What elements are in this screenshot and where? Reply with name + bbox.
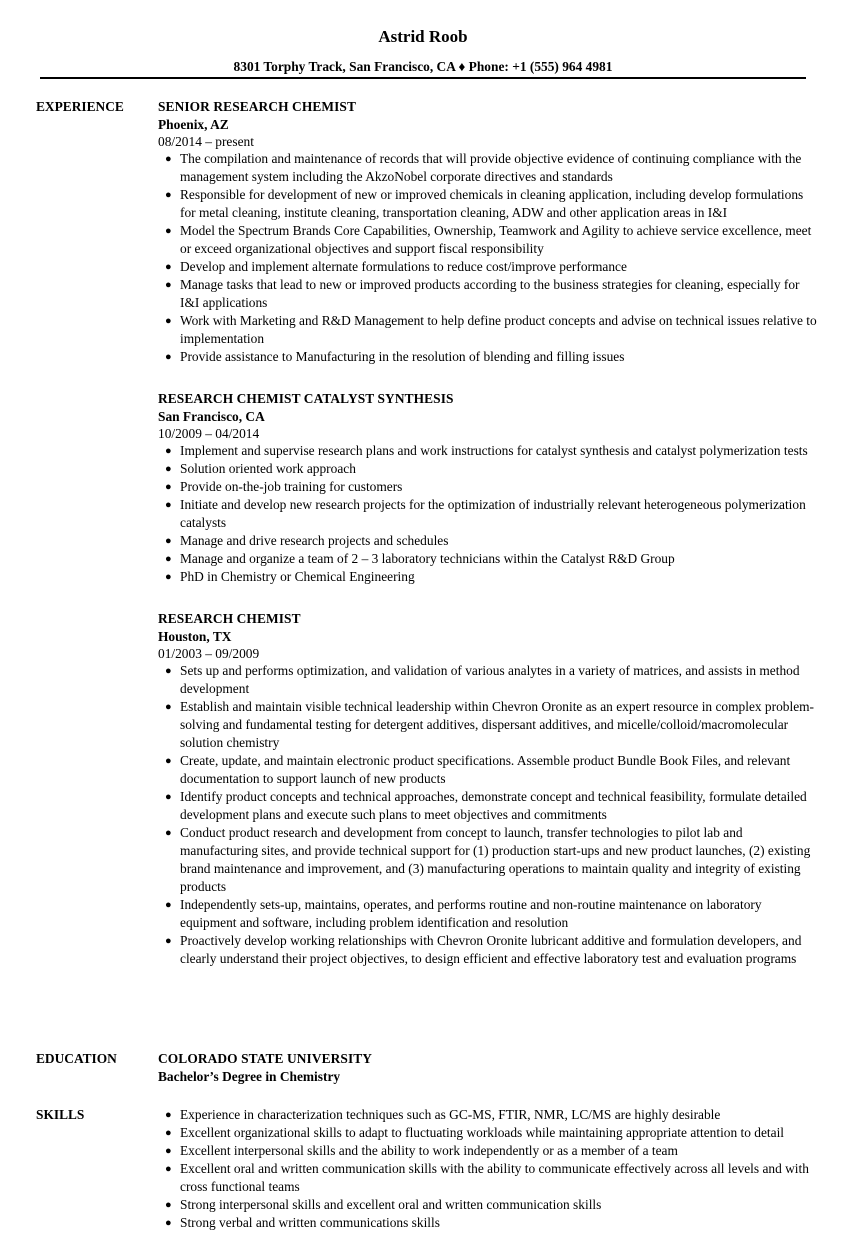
bullet-icon: ● <box>165 1127 172 1139</box>
job-title: RESEARCH CHEMIST CATALYST SYNTHESIS <box>158 391 454 406</box>
bullet-icon: ● <box>165 1145 172 1157</box>
bullet-text: Conduct product research and development from concept to launch, transfer technologies to pilot lab and manufacturing sites, and provide technical support for (1) production start-ups and new product launches, (2) existing brand maintenance and improvement, and (3) manufacturing operations to maintain quality and integrity of existing products <box>180 825 811 894</box>
bullet-text: Excellent interpersonal skills and the ability to work independently or as a member of a team <box>180 1143 678 1158</box>
list-item <box>158 186 818 222</box>
bullet-icon: ● <box>165 445 172 457</box>
job-title: SENIOR RESEARCH CHEMIST <box>158 99 356 114</box>
bullet-text: Sets up and performs optimization, and validation of various analytes in a variety of matrices, and assists in method development <box>180 663 800 696</box>
list-item <box>158 1196 818 1214</box>
bullet-icon: ● <box>165 791 172 803</box>
bullet-icon: ● <box>165 701 172 713</box>
bullet-text: Identify product concepts and technical approaches, demonstrate concept and technical feasibility, formulate detailed development plans and execute such plans to meet objectives and commitments <box>180 789 807 822</box>
bullet-icon: ● <box>165 279 172 291</box>
job-entry <box>158 98 818 366</box>
bullet-text: Initiate and develop new research projects for the optimization of industrially relevant heterogeneous polymerization catalysts <box>180 497 806 530</box>
experience-body <box>158 98 818 968</box>
job-dates: 08/2014 – present <box>158 134 254 149</box>
list-item <box>158 896 818 932</box>
bullet-text: Implement and supervise research plans and work instructions for catalyst synthesis and catalyst polymerization tests <box>180 443 808 458</box>
bullet-text: Proactively develop working relationships with Chevron Oronite lubricant additive and formulation developers, and clearly understand their project objectives, to design efficient and effective laboratory test and evaluation programs <box>180 933 802 966</box>
bullet-icon: ● <box>165 665 172 677</box>
bullet-icon: ● <box>165 1217 172 1229</box>
bullet-icon: ● <box>165 463 172 475</box>
list-item <box>158 442 818 460</box>
list-item <box>158 1124 818 1142</box>
bullet-icon: ● <box>165 935 172 947</box>
header-divider <box>40 77 806 79</box>
bullet-icon: ● <box>165 351 172 363</box>
bullet-icon: ● <box>165 827 172 839</box>
skills-bullets <box>158 1106 818 1232</box>
list-item <box>158 1106 818 1124</box>
bullet-text: Develop and implement alternate formulations to reduce cost/improve performance <box>180 259 627 274</box>
list-item <box>158 698 818 752</box>
list-item <box>158 276 818 312</box>
bullet-text: Excellent oral and written communication skills with the ability to communicate effectively across all levels and with cross functional teams <box>180 1161 809 1194</box>
bullet-icon: ● <box>165 571 172 583</box>
job-location: Phoenix, AZ <box>158 117 229 132</box>
candidate-name: Astrid Roob <box>378 27 468 46</box>
bullet-text: Responsible for development of new or improved chemicals in cleaning application, including develop formulations for metal cleaning, institute cleaning, transportation cleaning, ADW and other application areas in I&I <box>180 187 804 220</box>
bullet-text: Model the Spectrum Brands Core Capabilities, Ownership, Teamwork and Agility to achieve service excellence, meet or exceed organizational objectives and support fiscal responsibility <box>180 223 812 256</box>
bullet-text: Provide on-the-job training for customers <box>180 479 403 494</box>
bullet-icon: ● <box>165 261 172 273</box>
job-dates: 10/2009 – 04/2014 <box>158 426 260 441</box>
list-item <box>158 568 818 586</box>
bullet-text: Excellent organizational skills to adapt to fluctuating workloads while maintaining appropriate attention to detail <box>180 1125 785 1140</box>
list-item <box>158 788 818 824</box>
bullet-icon: ● <box>165 153 172 165</box>
bullet-icon: ● <box>165 225 172 237</box>
bullet-text: Establish and maintain visible technical leadership within Chevron Oronite as an expert resource in complex problem-solving and fundamental testing for detergent additives, dispersant additives, and micelle/colloid/macromolecular solution chemistry <box>180 699 815 750</box>
job-bullets <box>158 442 818 586</box>
section-label-education: EDUCATION <box>36 1051 117 1066</box>
degree: Bachelor’s Degree in Chemistry <box>158 1069 341 1084</box>
list-item <box>158 932 818 968</box>
job-location: Houston, TX <box>158 629 232 644</box>
job-location: San Francisco, CA <box>158 409 265 424</box>
list-item <box>158 312 818 348</box>
job-dates: 01/2003 – 09/2009 <box>158 646 260 661</box>
bullet-text: Strong verbal and written communications skills <box>180 1215 440 1230</box>
contact-line: 8301 Torphy Track, San Francisco, CA ♦ Phone: +1 (555) 964 4981 <box>233 59 613 74</box>
list-item <box>158 824 818 896</box>
section-label-skills: SKILLS <box>36 1107 85 1122</box>
list-item <box>158 150 818 186</box>
school-name: COLORADO STATE UNIVERSITY <box>158 1051 373 1066</box>
list-item <box>158 222 818 258</box>
list-item <box>158 662 818 698</box>
list-item <box>158 550 818 568</box>
bullet-text: Create, update, and maintain electronic product specifications. Assemble product Bundle Book Files, and relevant documentation to support launch of new products <box>180 753 791 786</box>
bullet-icon: ● <box>165 189 172 201</box>
bullet-text: Solution oriented work approach <box>180 461 356 476</box>
bullet-icon: ● <box>165 315 172 327</box>
bullet-icon: ● <box>165 499 172 511</box>
job-bullets <box>158 150 818 366</box>
job-entry <box>158 390 818 586</box>
list-item <box>158 752 818 788</box>
bullet-text: Manage and drive research projects and schedules <box>180 533 449 548</box>
bullet-icon: ● <box>165 1109 172 1121</box>
bullet-text: Independently sets-up, maintains, operates, and performs routine and non-routine maintenance on laboratory equipment and software, including problem identification and resolution <box>180 897 762 930</box>
bullet-icon: ● <box>165 481 172 493</box>
list-item <box>158 348 818 366</box>
bullet-text: Provide assistance to Manufacturing in the resolution of blending and filling issues <box>180 349 625 364</box>
bullet-icon: ● <box>165 1199 172 1211</box>
section-label-experience: EXPERIENCE <box>36 99 124 114</box>
list-item <box>158 496 818 532</box>
list-item <box>158 258 818 276</box>
education-body <box>158 1050 818 1086</box>
list-item <box>158 532 818 550</box>
bullet-text: Manage and organize a team of 2 – 3 laboratory technicians within the Catalyst R&D Group <box>180 551 675 566</box>
bullet-icon: ● <box>165 553 172 565</box>
job-entry <box>158 610 818 968</box>
job-bullets <box>158 662 818 968</box>
list-item <box>158 478 818 496</box>
bullet-icon: ● <box>165 755 172 767</box>
bullet-text: Work with Marketing and R&D Management to help define product concepts and advise on technical issues relative to implementation <box>180 313 817 346</box>
list-item <box>158 1160 818 1196</box>
bullet-text: Strong interpersonal skills and excellent oral and written communication skills <box>180 1197 602 1212</box>
bullet-icon: ● <box>165 535 172 547</box>
bullet-text: The compilation and maintenance of records that will provide objective evidence of continuing compliance with the management system including the AkzoNobel corporate directives and standards <box>180 151 802 184</box>
bullet-text: PhD in Chemistry or Chemical Engineering <box>180 569 415 584</box>
bullet-icon: ● <box>165 899 172 911</box>
bullet-text: Experience in characterization techniques such as GC-MS, FTIR, NMR, LC/MS are highly desirable <box>180 1107 721 1122</box>
list-item <box>158 460 818 478</box>
bullet-text: Manage tasks that lead to new or improved products according to the business strategies for cleaning, especially for I&I applications <box>180 277 800 310</box>
skills-body <box>158 1106 818 1232</box>
bullet-icon: ● <box>165 1163 172 1175</box>
job-title: RESEARCH CHEMIST <box>158 611 301 626</box>
list-item <box>158 1142 818 1160</box>
list-item <box>158 1214 818 1232</box>
